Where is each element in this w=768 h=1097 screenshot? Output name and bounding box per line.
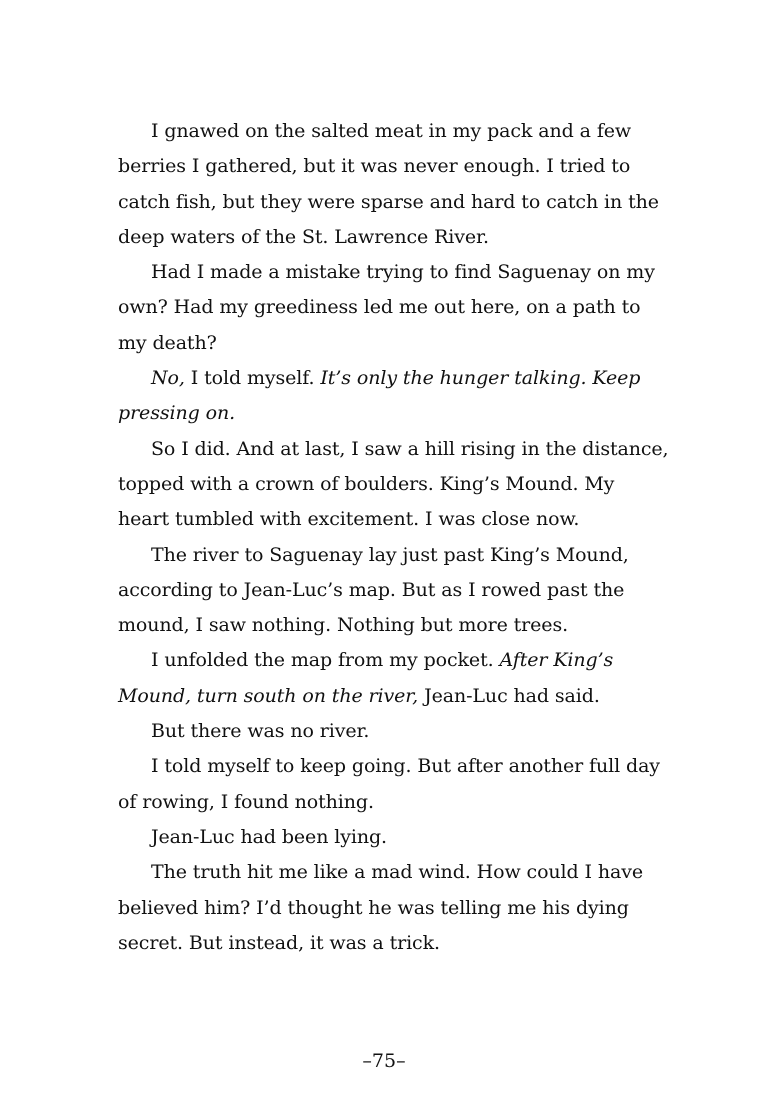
text-run: secret. But instead, it was a trick. <box>118 931 440 954</box>
text-run: berries I gathered, but it was never enough. I tried to <box>118 155 631 178</box>
text-run: But there was no river. <box>151 720 370 743</box>
text-line <box>118 396 658 431</box>
text-run: Had I made a mistake trying to find Saguenay on my <box>151 261 655 284</box>
text-run: topped with a crown of boulders. King’s Mound. My <box>118 472 615 495</box>
text-line <box>118 361 658 396</box>
text-run: I told myself to keep going. But after another full day <box>151 755 660 778</box>
paragraph <box>118 538 658 644</box>
text-line <box>118 643 658 678</box>
text-run: believed him? I’d thought he was telling me his dying <box>118 896 629 919</box>
text-run: deep waters of the St. Lawrence River. <box>118 225 489 248</box>
text-line <box>118 749 658 784</box>
italic-text: Mound, turn south on the river, <box>118 684 419 707</box>
text-line <box>118 926 658 961</box>
text-run: heart tumbled with excitement. I was close now. <box>118 508 580 531</box>
text-line <box>118 326 658 361</box>
text-line <box>118 290 658 325</box>
text-run: of rowing, I found nothing. <box>118 790 374 813</box>
paragraph <box>118 855 658 961</box>
italic-text: It’s only the hunger talking. Keep <box>320 367 641 390</box>
italic-text: After King’s <box>499 649 614 672</box>
paragraph <box>118 432 669 538</box>
text-line <box>118 891 658 926</box>
paragraph <box>118 820 658 855</box>
text-run: I told myself. <box>184 367 321 390</box>
text-line <box>118 820 658 855</box>
paragraph <box>118 714 658 749</box>
paragraph <box>118 255 658 361</box>
page-body <box>118 114 669 961</box>
text-run: Jean-Luc had been lying. <box>151 825 388 848</box>
text-line <box>118 608 658 643</box>
text-run: I unfolded the map from my pocket. <box>151 649 500 672</box>
text-line <box>118 538 658 573</box>
text-line <box>118 432 669 467</box>
text-run: my death? <box>118 331 217 354</box>
italic-text: No, <box>151 367 185 390</box>
paragraph <box>118 114 658 255</box>
paragraph <box>118 361 658 432</box>
text-line <box>118 679 658 714</box>
text-line <box>118 220 658 255</box>
text-line <box>118 714 658 749</box>
page-number: –75– <box>362 1050 406 1072</box>
text-line <box>118 149 658 184</box>
text-run: The truth hit me like a mad wind. How could I have <box>151 861 644 884</box>
text-run: So I did. And at last, I saw a hill rising in the distance, <box>151 437 669 460</box>
text-run: according to Jean-Luc’s map. But as I rowed past the <box>118 578 625 601</box>
paragraph <box>118 749 658 820</box>
text-run: I gnawed on the salted meat in my pack and a few <box>151 120 632 142</box>
paragraph <box>118 643 658 714</box>
text-line <box>118 855 658 890</box>
text-line <box>118 467 658 502</box>
text-run: The river to Saguenay lay just past King’s Mound, <box>151 543 629 566</box>
text-line <box>118 573 658 608</box>
text-run: own? Had my greediness led me out here, on a path to <box>118 296 641 319</box>
text-run: Jean-Luc had said. <box>418 684 600 707</box>
text-line <box>118 114 658 149</box>
text-line <box>118 255 658 290</box>
text-run: mound, I saw nothing. Nothing but more trees. <box>118 614 569 637</box>
text-line <box>118 185 658 220</box>
text-run: catch fish, but they were sparse and hard to catch in the <box>118 190 659 213</box>
text-line <box>118 502 658 537</box>
text-line <box>118 785 658 820</box>
italic-text: pressing on. <box>118 402 236 425</box>
